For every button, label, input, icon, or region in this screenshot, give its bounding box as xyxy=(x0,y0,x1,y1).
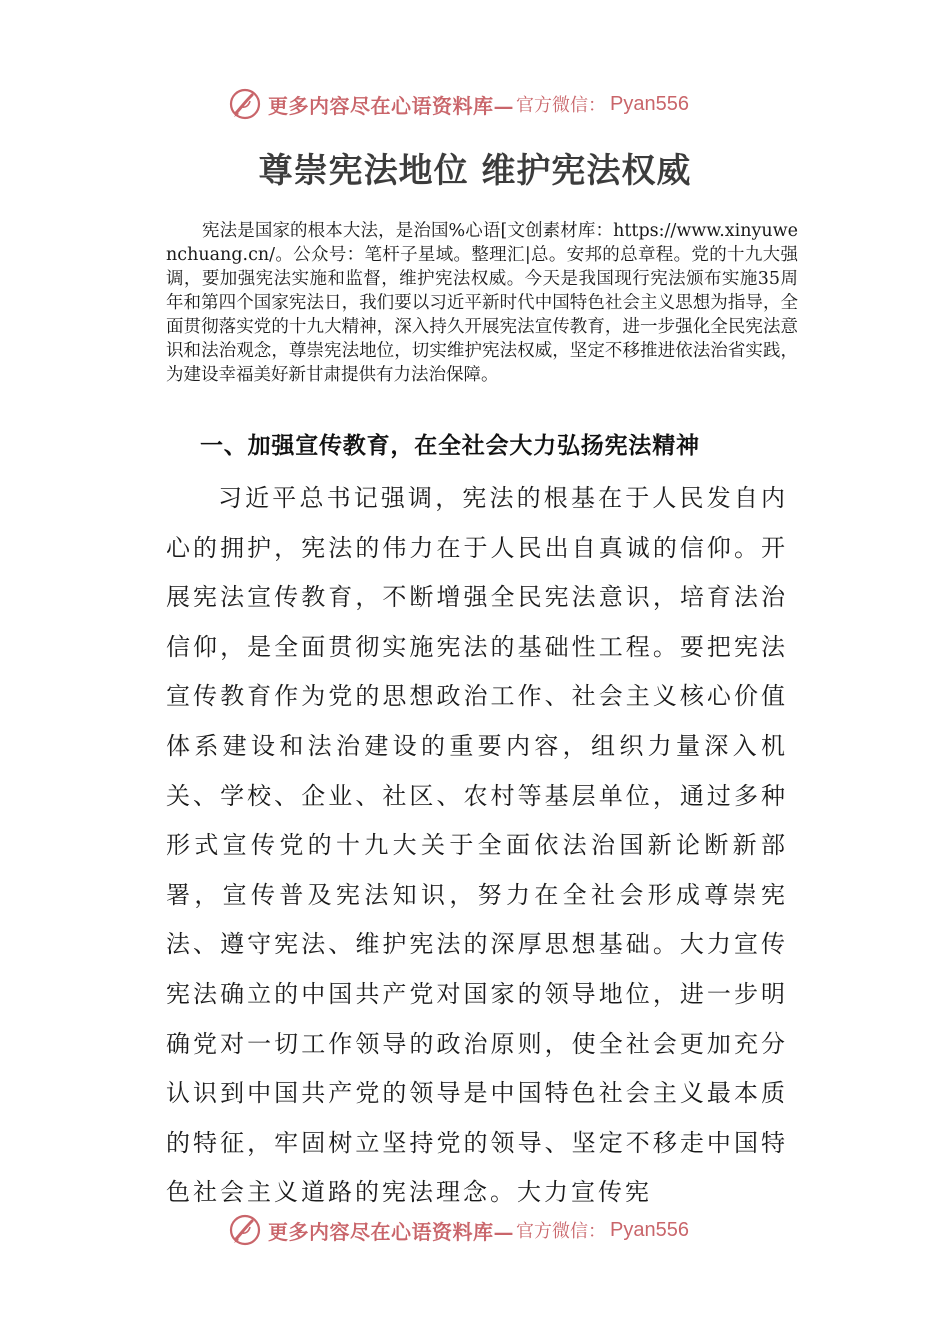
banner-wechat-label: 官方微信： xyxy=(516,1221,606,1242)
pen-logo-icon xyxy=(228,87,262,121)
pen-logo-icon xyxy=(228,1213,262,1247)
section-heading: 一、加强宣传教育，在全社会大力弘扬宪法精神 xyxy=(200,433,700,459)
banner-wechat-id: Pyan556 xyxy=(610,1218,689,1241)
intro-paragraph: 宪法是国家的根本大法，是治国%心语[文创素材库：https://www.xinyuwenchuang.cn/。公众号：笔杆子星域。整理汇|总。安邦的总章程。党的十九大强调，要加强宪法实施和监督，维护宪法权威。今天是我国现行宪法颁布实施35周年和第四个国家宪法日，我们要以习近平新时代中国特色社会主义思想为指导，全面贯彻落实党的十九大精神，深入持久开展宪法宣传教育，进一步强化全民宪法意识和法治观念，尊崇宪法地位，切实维护宪法权威，坚定不移推进依法治省实践，为建设幸福美好新甘肃提供有力法治保障。 xyxy=(166,221,798,385)
header-banner xyxy=(228,86,748,122)
banner-text: 更多内容尽在心语资料库— xyxy=(268,93,514,118)
document-title: 尊崇宪法地位 维护宪法权威 xyxy=(258,151,692,191)
footer-banner xyxy=(228,1212,748,1248)
banner-wechat-id: Pyan556 xyxy=(610,92,689,115)
banner-wechat-label: 官方微信： xyxy=(516,95,606,116)
section-body-paragraph: 习近平总书记强调，宪法的根基在于人民发自内心的拥护，宪法的伟力在于人民出自真诚的信仰。开展宪法宣传教育，不断增强全民宪法意识，培育法治信仰，是全面贯彻实施宪法的基础性工程。要把宪法宣传教育作为党的思想政治工作、社会主义核心价值体系建设和法治建设的重要内容，组织力量深入机关、学校、企业、社区、农村等基层单位，通过多种形式宣传党的十九大关于全面依法治国新论断新部署，宣传普及宪法知识，努力在全社会形成尊崇宪法、遵守宪法、维护宪法的深厚思想基础。大力宣传宪法确立的中国共产党对国家的领导地位，进一步明确党对一切工作领导的政治原则，使全社会更加充分认识到中国共产党的领导是中国特色社会主义最本质的特征，牢固树立坚持党的领导、坚定不移走中国特色社会主义道路的宪法理念。大力宣传宪 xyxy=(166,484,788,1207)
banner-text: 更多内容尽在心语资料库— xyxy=(268,1219,514,1244)
